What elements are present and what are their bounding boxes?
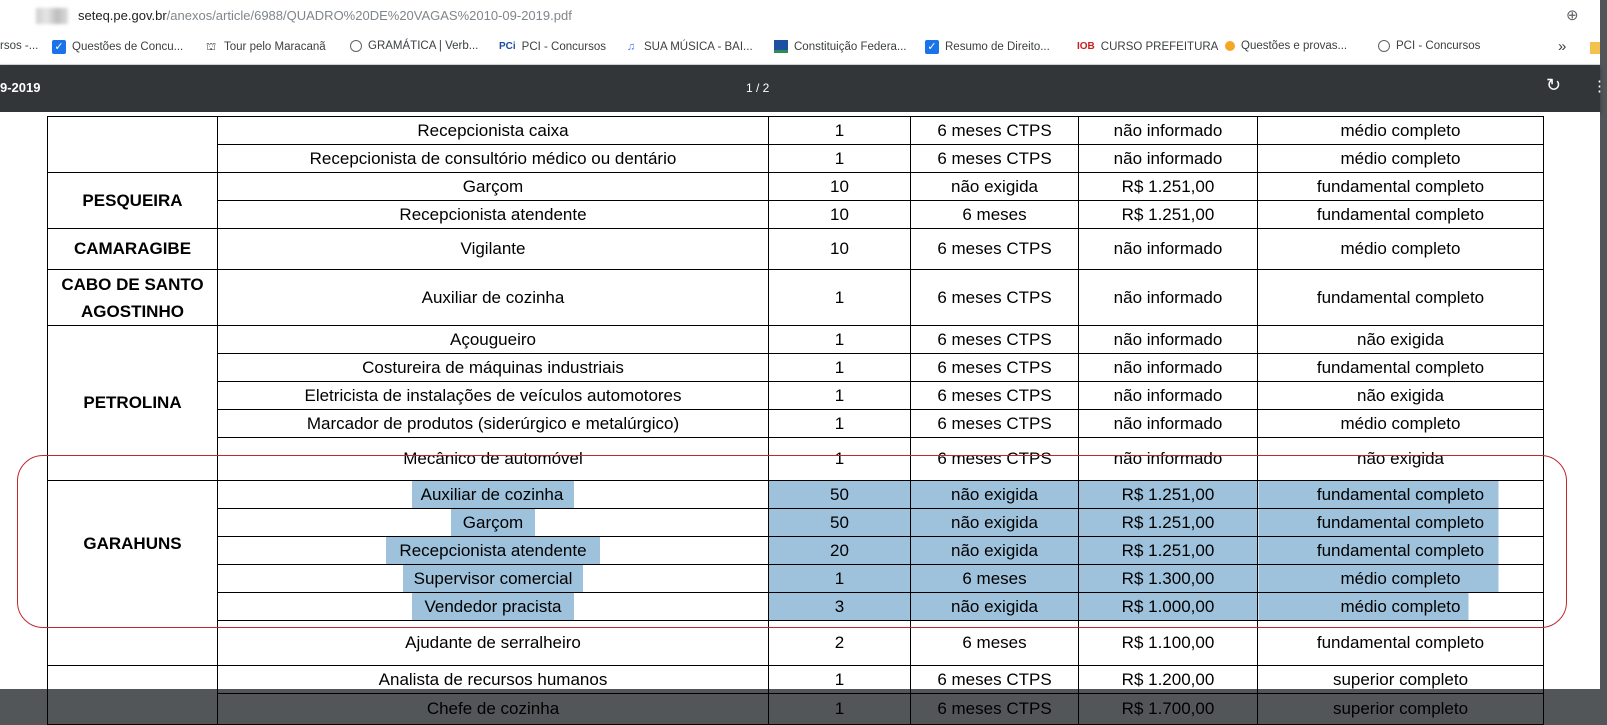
job-cell: Auxiliar de cozinha [218, 270, 769, 326]
table-row [48, 145, 1544, 173]
vagas-cell: 1 [769, 270, 911, 326]
school-cell: fundamental completo [1258, 509, 1544, 537]
vagas-cell: 1 [769, 145, 911, 173]
highlighted-text: Recepcionista atendente [386, 537, 600, 564]
school-cell: médio completo [1258, 117, 1544, 145]
vagas-cell: 10 [769, 229, 911, 270]
bookmark-2[interactable]: ⛫ Tour pelo Maracanã [205, 41, 326, 53]
bookmark-7[interactable]: ✓ Resumo de Direito... [925, 40, 1050, 54]
city-cell [48, 117, 218, 173]
vagas-cell: 1 [769, 410, 911, 438]
bookmark-10[interactable]: PCI - Concursos [1378, 40, 1480, 52]
bookmark-4[interactable]: PCi PCI - Concursos [499, 41, 607, 53]
school-cell: médio completo [1258, 229, 1544, 270]
school-cell: fundamental completo [1258, 173, 1544, 201]
salary-cell: R$ 1.100,00 [1079, 621, 1258, 666]
salary-cell: não informado [1079, 270, 1258, 326]
exp-cell: 6 meses CTPS [911, 666, 1079, 694]
table-row-highlighted [48, 509, 1544, 537]
school-cell: médio completo [1258, 145, 1544, 173]
city-cell [48, 666, 218, 725]
job-cell: Açougueiro [218, 326, 769, 354]
vagas-cell: 1 [769, 694, 911, 725]
salary-cell: R$ 1.251,00 [1079, 537, 1258, 565]
job-cell: Ajudante de serralheiro [218, 621, 769, 666]
pdf-page [0, 112, 1600, 718]
school-cell: não exigida [1258, 438, 1544, 481]
job-cell: Garçom [218, 173, 769, 201]
table-row [48, 354, 1544, 382]
salary-cell: não informado [1079, 382, 1258, 410]
bookmarks-bar [0, 33, 1600, 65]
check-icon: ✓ [52, 40, 66, 54]
job-cell: Vigilante [218, 229, 769, 270]
salary-cell: R$ 1.251,00 [1079, 509, 1258, 537]
job-cell: Marcador de produtos (siderúrgico e metalúrgico) [218, 410, 769, 438]
school-cell: médio completo [1258, 565, 1544, 593]
vagas-cell: 1 [769, 354, 911, 382]
table-row-highlighted [48, 593, 1544, 621]
table-row-highlighted [48, 565, 1544, 593]
stadium-icon: ⛫ [205, 41, 217, 53]
globe-icon [1378, 40, 1390, 52]
salary-cell: R$ 1.300,00 [1079, 565, 1258, 593]
highlighted-text: Vendedor pracista [412, 593, 574, 620]
vagas-cell: 1 [769, 382, 911, 410]
school-cell: não exigida [1258, 326, 1544, 354]
vagas-cell: 1 [769, 326, 911, 354]
city-cell: PESQUEIRA [48, 173, 218, 229]
bookmark-3[interactable]: GRAMÁTICA | Verb... [350, 40, 478, 52]
city-cell: PETROLINA [48, 326, 218, 481]
table-row [48, 621, 1544, 666]
page-indicator: 1 / 2 [746, 81, 770, 95]
exp-cell: 6 meses [911, 201, 1079, 229]
exp-cell: 6 meses CTPS [911, 229, 1079, 270]
exp-cell: 6 meses [911, 621, 1079, 666]
exp-cell: 6 meses CTPS [911, 410, 1079, 438]
table-row [48, 117, 1544, 145]
vagas-cell: 10 [769, 173, 911, 201]
job-cell [218, 593, 769, 621]
more-bookmarks-button[interactable]: » [1558, 38, 1567, 55]
bookmark-5[interactable]: ♫ SUA MÚSICA - BAI... [624, 40, 753, 54]
vagas-cell: 10 [769, 201, 911, 229]
music-note-icon: ♫ [626, 41, 636, 53]
job-cell: Analista de recursos humanos [218, 666, 769, 694]
bookmark-9[interactable]: Questões e provas... [1225, 40, 1347, 52]
school-cell: não exigida [1258, 382, 1544, 410]
salary-cell: R$ 1.251,00 [1079, 173, 1258, 201]
table-row [48, 201, 1544, 229]
table-row [48, 694, 1544, 725]
table-row [48, 229, 1544, 270]
vagas-cell: 3 [769, 593, 911, 621]
exp-cell: não exigida [911, 509, 1079, 537]
table-row [48, 326, 1544, 354]
city-cell: CABO DE SANTO AGOSTINHO [48, 270, 218, 326]
vagas-cell: 50 [769, 509, 911, 537]
exp-cell: 6 meses CTPS [911, 117, 1079, 145]
exp-cell: 6 meses CTPS [911, 270, 1079, 326]
salary-cell: R$ 1.700,00 [1079, 694, 1258, 725]
iob-icon: IOB [1077, 41, 1095, 52]
highlighted-text: Auxiliar de cozinha [412, 481, 574, 508]
salary-cell: não informado [1079, 410, 1258, 438]
school-cell: médio completo [1258, 593, 1544, 621]
orange-icon [1225, 41, 1235, 51]
salary-cell: R$ 1.200,00 [1079, 666, 1258, 694]
salary-cell: R$ 1.000,00 [1079, 593, 1258, 621]
school-cell: médio completo [1258, 410, 1544, 438]
exp-cell: 6 meses CTPS [911, 145, 1079, 173]
exp-cell: não exigida [911, 173, 1079, 201]
highlighted-text: Supervisor comercial [403, 565, 583, 592]
school-cell: fundamental completo [1258, 354, 1544, 382]
bookmark-8[interactable]: IOB CURSO PREFEITURA [1077, 41, 1219, 53]
vacancies-table [47, 116, 1544, 725]
job-cell: Recepcionista de consultório médico ou dentário [218, 145, 769, 173]
job-cell: Costureira de máquinas industriais [218, 354, 769, 382]
salary-cell: não informado [1079, 354, 1258, 382]
rotate-icon[interactable]: ↻ [1546, 75, 1562, 95]
school-cell: fundamental completo [1258, 270, 1544, 326]
job-cell [218, 537, 769, 565]
table-row-highlighted [48, 537, 1544, 565]
school-cell: fundamental completo [1258, 621, 1544, 666]
school-cell: fundamental completo [1258, 201, 1544, 229]
more-actions-icon[interactable]: ⋮ [1592, 78, 1607, 95]
job-cell: Recepcionista caixa [218, 117, 769, 145]
highlighted-text: Garçom [451, 509, 535, 536]
school-cell: fundamental completo [1258, 537, 1544, 565]
vagas-cell: 2 [769, 621, 911, 666]
table-row-highlighted [48, 481, 1544, 509]
exp-cell: 6 meses CTPS [911, 382, 1079, 410]
salary-cell: não informado [1079, 117, 1258, 145]
blurred-region [36, 8, 68, 24]
table-row [48, 438, 1544, 481]
exp-cell: 6 meses [911, 565, 1079, 593]
pdf-toolbar [0, 65, 1607, 112]
vagas-cell: 1 [769, 565, 911, 593]
school-cell: superior completo [1258, 666, 1544, 694]
table-row [48, 382, 1544, 410]
exp-cell: 6 meses CTPS [911, 438, 1079, 481]
pci-icon: PCi [499, 41, 516, 52]
school-cell: fundamental completo [1258, 481, 1544, 509]
salary-cell: não informado [1079, 326, 1258, 354]
vagas-cell: 1 [769, 666, 911, 694]
vagas-cell: 1 [769, 438, 911, 481]
address-bar[interactable] [0, 0, 1600, 33]
table-row [48, 270, 1544, 326]
salary-cell: não informado [1079, 229, 1258, 270]
exp-cell: 6 meses CTPS [911, 326, 1079, 354]
bookmark-0[interactable]: rsos -... [0, 40, 39, 52]
exp-cell: 6 meses CTPS [911, 694, 1079, 725]
job-cell [218, 481, 769, 509]
url-text[interactable]: seteq.pe.gov.br/anexos/article/6988/QUADRO%20DE%20VAGAS%2010-09-2019.pdf [78, 8, 572, 23]
job-cell: Mecânico de automóvel [218, 438, 769, 481]
city-cell: CAMARAGIBE [48, 229, 218, 270]
salary-cell: não informado [1079, 145, 1258, 173]
bookmark-1[interactable]: ✓ Questões de Concu... [52, 40, 183, 54]
zoom-icon[interactable]: ⊕ [1566, 7, 1579, 24]
vagas-cell: 50 [769, 481, 911, 509]
job-cell: Recepcionista atendente [218, 201, 769, 229]
bookmark-6[interactable]: Constituição Federa... [774, 40, 907, 53]
job-cell: Chefe de cozinha [218, 694, 769, 725]
salary-cell: não informado [1079, 438, 1258, 481]
table-row [48, 173, 1544, 201]
vagas-cell: 20 [769, 537, 911, 565]
pdf-title: 9-2019 [0, 80, 41, 95]
exp-cell: 6 meses CTPS [911, 354, 1079, 382]
city-cell: GARAHUNS [48, 481, 218, 666]
table-row [48, 410, 1544, 438]
check-icon: ✓ [925, 40, 939, 54]
table-row [48, 666, 1544, 694]
flag-icon [774, 40, 788, 53]
school-cell: superior completo [1258, 694, 1544, 725]
salary-cell: R$ 1.251,00 [1079, 201, 1258, 229]
globe-icon [350, 40, 362, 52]
salary-cell: R$ 1.251,00 [1079, 481, 1258, 509]
job-cell: Eletricista de instalações de veículos automotores [218, 382, 769, 410]
job-cell [218, 509, 769, 537]
folder-icon[interactable] [1590, 42, 1600, 54]
exp-cell: não exigida [911, 593, 1079, 621]
vagas-cell: 1 [769, 117, 911, 145]
exp-cell: não exigida [911, 537, 1079, 565]
job-cell [218, 565, 769, 593]
exp-cell: não exigida [911, 481, 1079, 509]
